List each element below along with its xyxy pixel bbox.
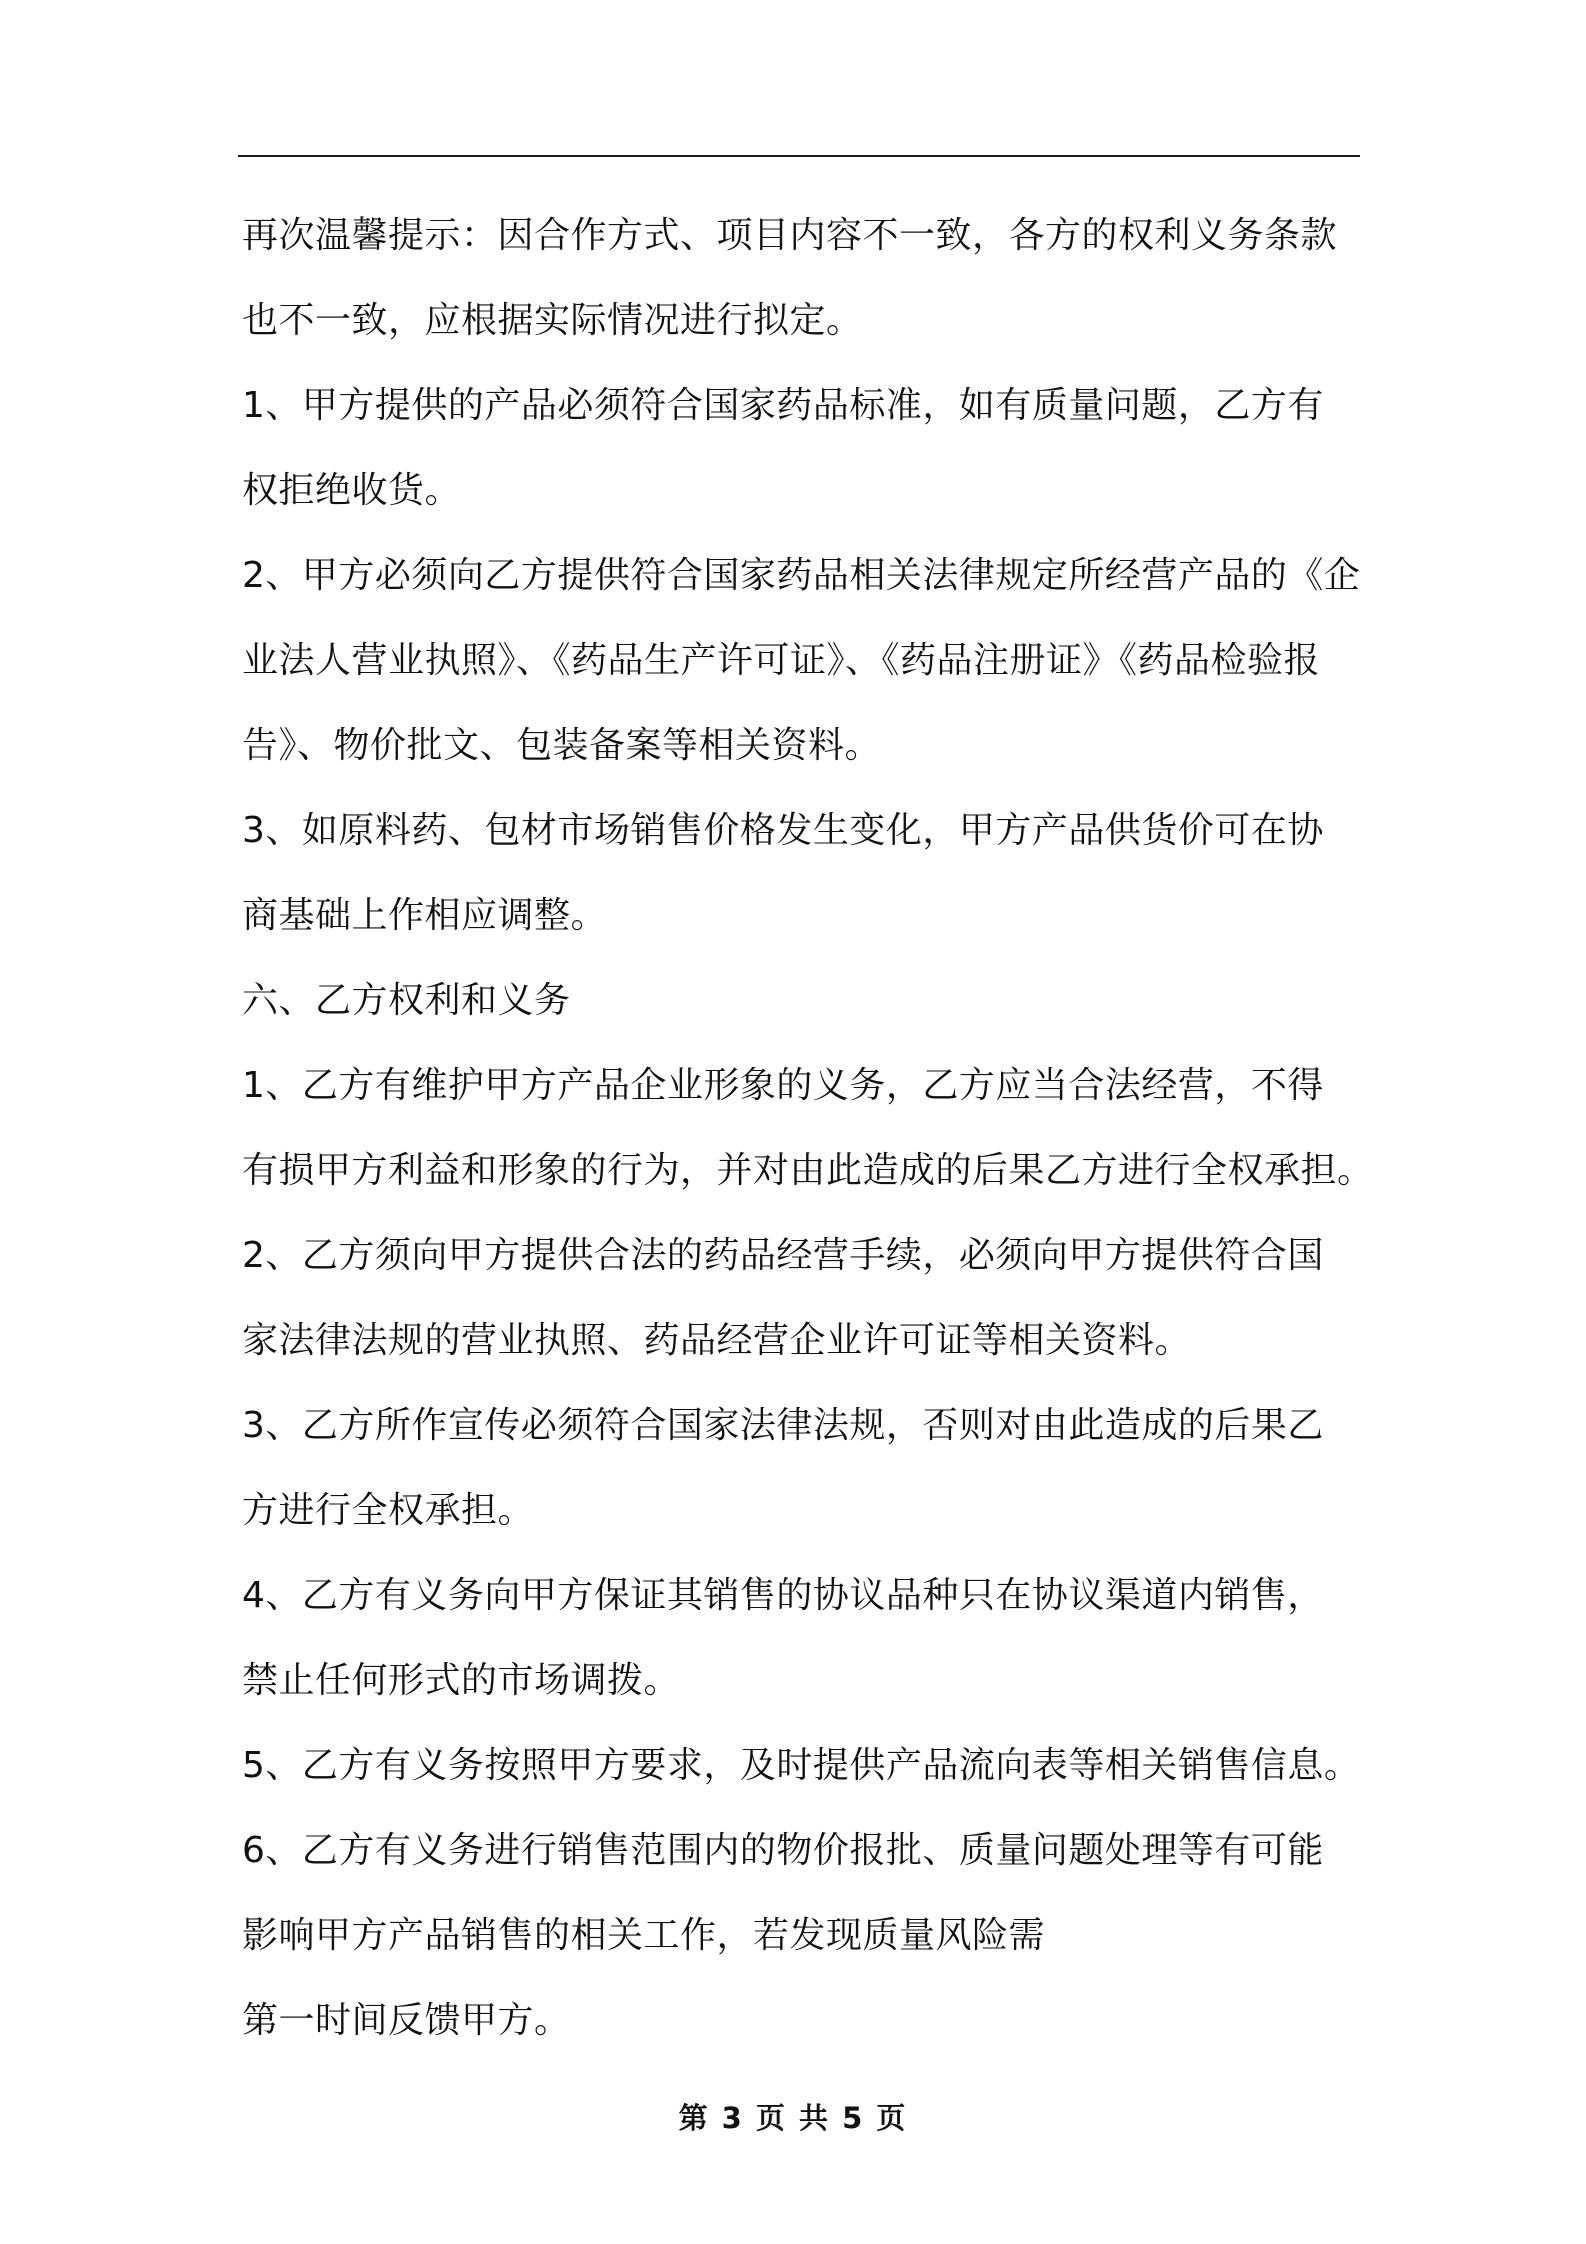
doc-line: 禁止任何形式的市场调拨。: [242, 1660, 681, 1701]
doc-line: 2、乙方须向甲方提供合法的药品经营手续，必须向甲方提供符合国: [242, 1235, 1324, 1276]
doc-line: 5、乙方有义务按照甲方要求，及时提供产品流向表等相关销售信息。: [242, 1745, 1361, 1786]
doc-line: 3、乙方所作宣传必须符合国家法律法规，否则对由此造成的后果乙: [242, 1405, 1324, 1446]
doc-line: 家法律法规的营业执照、药品经营企业许可证等相关资料。: [242, 1320, 1192, 1361]
doc-line: 1、甲方提供的产品必须符合国家药品标准，如有质量问题，乙方有: [242, 385, 1324, 426]
document-body: [242, 193, 1372, 2063]
doc-line: 3、如原料药、包材市场销售价格发生变化，甲方产品供货价可在协: [242, 810, 1324, 851]
doc-line: 2、甲方必须向乙方提供符合国家药品相关法律规定所经营产品的《企: [242, 555, 1361, 596]
doc-line: 1、乙方有维护甲方产品企业形象的义务，乙方应当合法经营，不得: [242, 1065, 1324, 1106]
doc-line: 商基础上作相应调整。: [242, 895, 608, 936]
doc-line: 再次温馨提示：因合作方式、项目内容不一致，各方的权利义务条款: [242, 215, 1338, 256]
doc-line: 有损甲方利益和形象的行为，并对由此造成的后果乙方进行全权承担。: [242, 1150, 1374, 1191]
doc-line: 告》、物价批文、包装备案等相关资料。: [242, 725, 882, 766]
doc-line: 权拒绝收货。: [242, 470, 462, 511]
doc-line: 4、乙方有义务向甲方保证其销售的协议品种只在协议渠道内销售，: [242, 1575, 1324, 1616]
doc-line: 业法人营业执照》、《药品生产许可证》、《药品注册证》《药品检验报: [242, 640, 1321, 681]
doc-line: 方进行全权承担。: [242, 1490, 535, 1531]
header-rule: [238, 155, 1360, 157]
doc-line: 第一时间反馈甲方。: [242, 2000, 571, 2041]
doc-line: 影响甲方产品销售的相关工作，若发现质量风险需: [242, 1915, 1046, 1956]
page-number-footer: 第 3 页 共 5 页: [678, 2101, 908, 2135]
doc-line: 也不一致，应根据实际情况进行拟定。: [242, 300, 863, 341]
doc-line: 6、乙方有义务进行销售范围内的物价报批、质量问题处理等有可能: [242, 1830, 1324, 1871]
section-heading: 六、乙方权利和义务: [242, 980, 571, 1021]
